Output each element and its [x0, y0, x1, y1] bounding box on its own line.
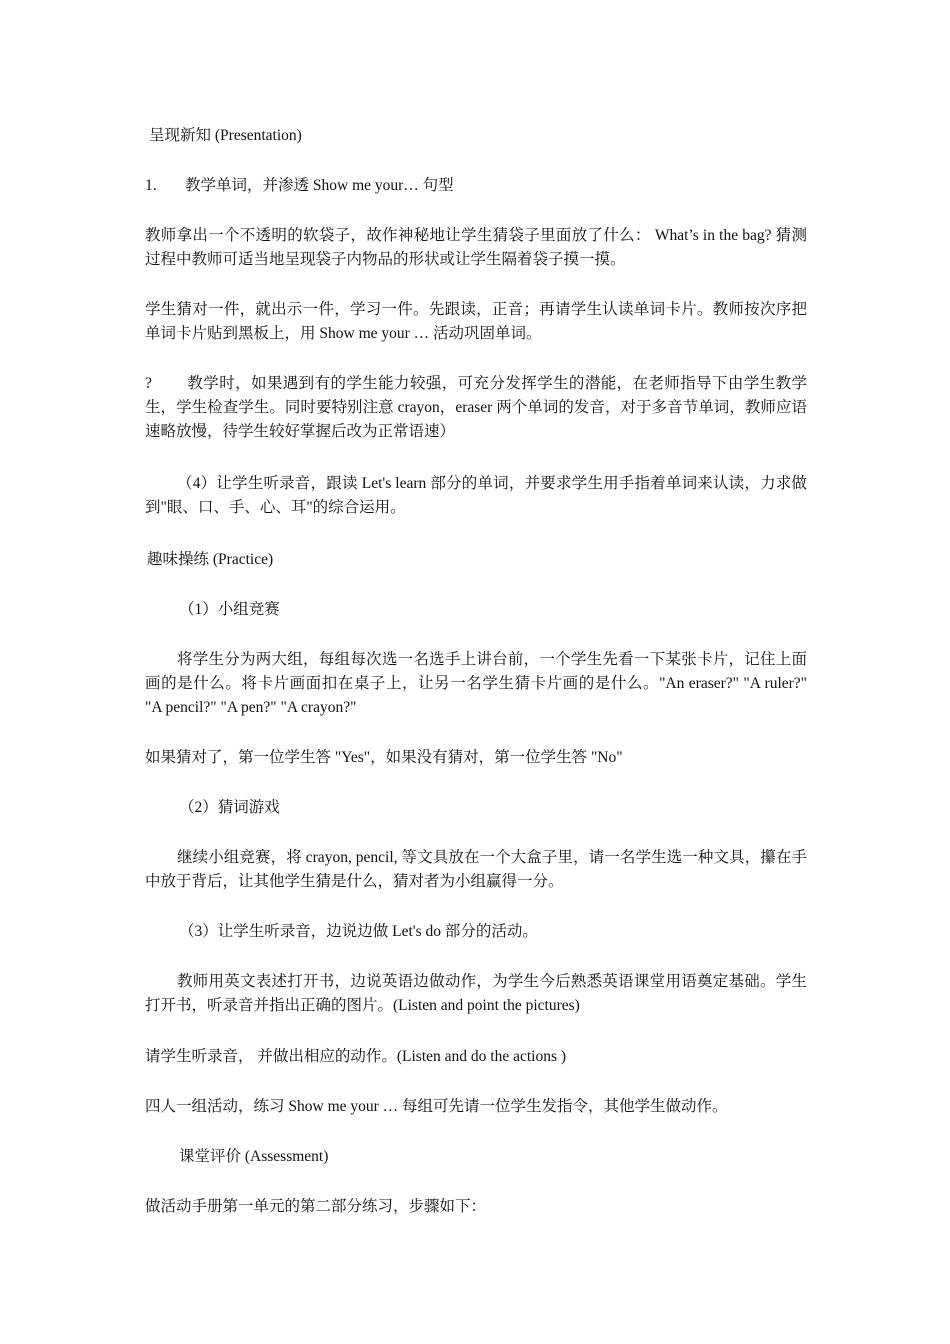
item-1-text: 教学单词，并渗透 Show me your… 句型 — [185, 177, 454, 194]
sub-3-heading: （3）让学生听录音，边说边做 Let's do 部分的活动。 — [179, 923, 538, 940]
item-1 — [145, 174, 807, 198]
note-text: 教学时，如果遇到有的学生能力较强，可充分发挥学生的潜能，在老师指导下由学生教学生，学生检查学生。同时要特别注意 crayon，eraser 两个单词的发音，对于多音节单词，教师应语速略放慢，待学生较好掌握后改为正常语速） — [145, 375, 807, 440]
presentation-heading: 呈现新知 (Presentation) — [149, 127, 302, 144]
item-1-number: 1. — [145, 177, 157, 194]
practice-heading: 趣味操练 (Practice) — [147, 551, 274, 568]
english-paragraph: 教师用英文表述打开书，边说英语边做动作，为学生今后熟悉英语课堂用语奠定基础。学生打开书，听录音并指出正确的图片。(Listen and point the pictures) — [145, 973, 807, 1014]
contest-paragraph: 将学生分为两大组，每组每次选一名选手上讲台前，一个学生先看一下某张卡片，记住上面画的是什么。将卡片画面扣在桌子上，让另一名学生猜卡片画的是什么。"An eraser?" "A ruler?" "A pencil?" "A pen?" "A crayon?" — [145, 651, 807, 716]
note-paragraph — [145, 372, 807, 444]
listen-paragraph: 请学生听录音， 并做出相应的动作。(Listen and do the actions ) — [145, 1048, 567, 1065]
note-mark: ? — [145, 375, 152, 392]
assessment-heading: 课堂评价 (Assessment) — [179, 1148, 329, 1165]
sub-2-heading: （2）猜词游戏 — [179, 799, 280, 816]
sub-1-heading: （1）小组竞赛 — [179, 601, 280, 618]
answer-paragraph: 如果猜对了，第一位学生答 "Yes"，如果没有猜对，第一位学生答 "No" — [145, 749, 623, 766]
bag-paragraph: 教师拿出一个不透明的软袋子，故作神秘地让学生猜袋子里面放了什么： What’s in the bag? 猜测过程中教师可适当地呈现袋子内物品的形状或让学生隔着袋子摸一摸。 — [145, 227, 807, 268]
guess-paragraph: 学生猜对一件，就出示一件，学习一件。先跟读，正音；再请学生认读单词卡片。教师按次序把单词卡片贴到黑板上，用 Show me your … 活动巩固单词。 — [145, 301, 807, 342]
workbook-paragraph: 做活动手册第一单元的第二部分练习，步骤如下： — [145, 1198, 487, 1215]
guess-game-paragraph: 继续小组竞赛，将 crayon, pencil, 等文具放在一个大盒子里，请一名学生选一种文具，攥在手中放于背后，让其他学生猜是什么，猜对者为小组赢得一分。 — [145, 849, 807, 890]
group-paragraph: 四人一组活动，练习 Show me your … 每组可先请一位学生发指令，其他学生做动作。 — [145, 1098, 728, 1115]
step-4-paragraph: （4）让学生听录音，跟读 Let's learn 部分的单词，并要求学生用手指着单词来认读，力求做到"眼、口、手、心、耳"的综合运用。 — [145, 475, 807, 516]
